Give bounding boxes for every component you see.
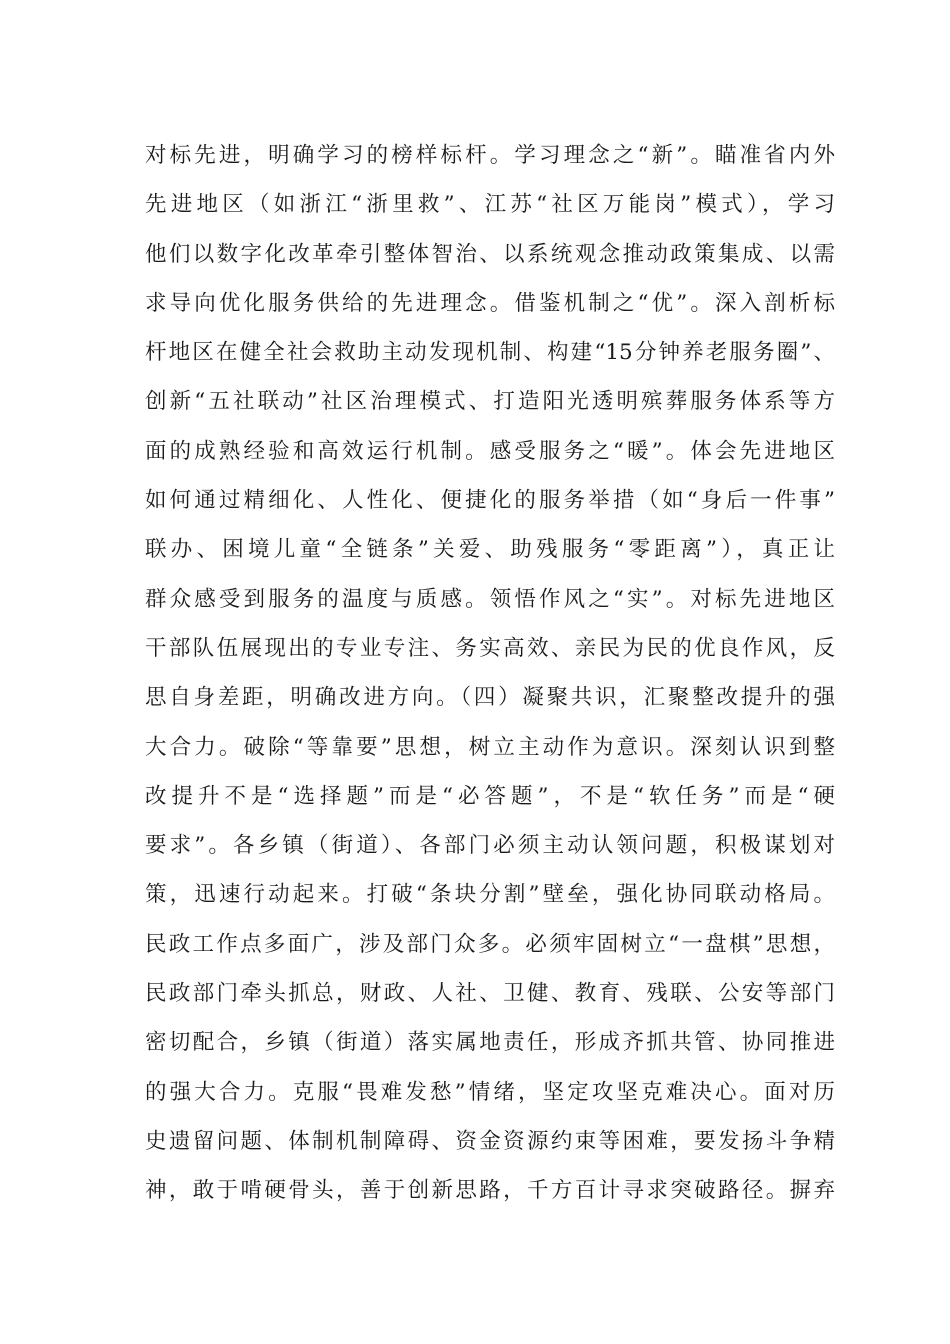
text-line: 改提升不是“选择题”而是“必答题”，不是“软任务”而是“硬 — [145, 783, 835, 809]
text-line: 创新“五社联动”社区治理模式、打造阳光透明殡葬服务体系等方 — [145, 389, 835, 415]
body-text — [145, 131, 835, 1216]
text-line: 群众感受到服务的温度与质感。领悟作风之“实”。对标先进地区 — [145, 586, 835, 612]
text-line: 求导向优化服务供给的先进理念。借鉴机制之“优”。深入剖析标 — [145, 290, 835, 316]
text-line: 大合力。破除“等靠要”思想，树立主动作为意识。深刻认识到整 — [145, 734, 835, 760]
text-line: 杆地区在健全社会救助主动发现机制、构建“15分钟养老服务圈”、 — [145, 340, 835, 366]
text-line: 先进地区（如浙江“浙里救”、江苏“社区万能岗”模式），学习 — [145, 192, 835, 218]
text-line: 联办、困境儿童“全链条”关爱、助残服务“零距离”），真正让 — [145, 537, 835, 563]
text-line: 思自身差距，明确改进方向。（四）凝聚共识，汇聚整改提升的强 — [145, 685, 835, 711]
text-line: 民政工作点多面广，涉及部门众多。必须牢固树立“一盘棋”思想， — [145, 931, 835, 957]
text-line: 面的成熟经验和高效运行机制。感受服务之“暖”。体会先进地区 — [145, 438, 835, 464]
text-line: 要求”。各乡镇（街道）、各部门必须主动认领问题，积极谋划对 — [145, 833, 835, 859]
text-line: 密切配合，乡镇（街道）落实属地责任，形成齐抓共管、协同推进 — [145, 1030, 835, 1056]
text-line: 的强大合力。克服“畏难发愁”情绪，坚定攻坚克难决心。面对历 — [145, 1079, 835, 1105]
text-line: 干部队伍展现出的专业专注、务实高效、亲民为民的优良作风，反 — [145, 635, 835, 661]
text-line: 策，迅速行动起来。打破“条块分割”壁垒，强化协同联动格局。 — [145, 882, 835, 908]
text-line: 民政部门牵头抓总，财政、人社、卫健、教育、残联、公安等部门 — [145, 981, 835, 1007]
text-line: 他们以数字化改革牵引整体智治、以系统观念推动政策集成、以需 — [145, 241, 835, 267]
text-line: 如何通过精细化、人性化、便捷化的服务举措（如“身后一件事” — [145, 488, 835, 514]
text-line: 神，敢于啃硬骨头，善于创新思路，千方百计寻求突破路径。摒弃 — [145, 1178, 835, 1204]
text-line: 对标先进，明确学习的榜样标杆。学习理念之“新”。瞄准省内外 — [145, 143, 835, 168]
text-line: 史遗留问题、体制机制障碍、资金资源约束等困难，要发扬斗争精 — [145, 1128, 835, 1154]
